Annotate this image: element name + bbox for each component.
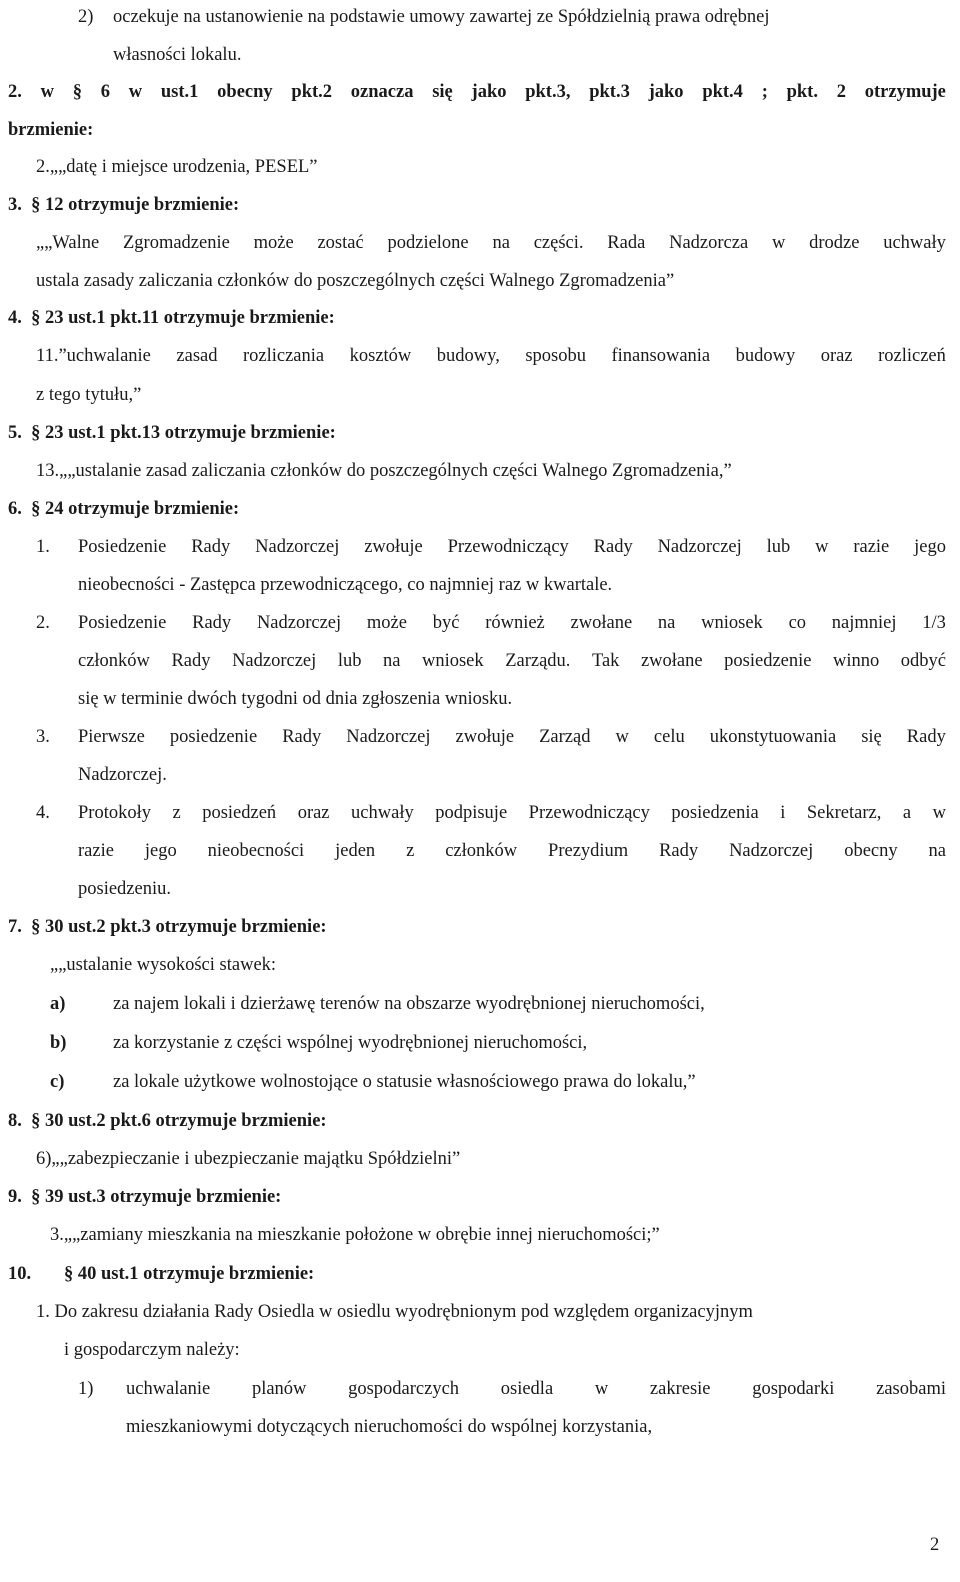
word: drodze <box>809 233 860 253</box>
word: oraz <box>820 346 853 366</box>
word: Rady <box>593 537 633 557</box>
page-number: 2 <box>930 1535 940 1555</box>
word: ukonstytuowania <box>709 727 837 747</box>
word: w <box>594 1379 609 1399</box>
section-heading: 8. § 30 ust.2 pkt.6 otrzymuje brzmienie: <box>8 1111 327 1131</box>
amended-text: ustala zasady zaliczania członków do poszczególnych części Walnego Zgromadzenia” <box>36 271 675 291</box>
word: sposobu <box>525 346 586 366</box>
word: jego <box>144 841 177 861</box>
word: osiedla <box>500 1379 554 1399</box>
word: się <box>861 727 882 747</box>
word: z <box>406 841 415 861</box>
paragraph-line <box>78 842 946 861</box>
list-number: 2. <box>36 613 50 633</box>
word: podpisuje <box>435 803 508 823</box>
word: lub <box>337 651 362 671</box>
word: Nadzorczej <box>729 841 814 861</box>
word: posiedzenie <box>724 651 812 671</box>
word: Przewodniczący <box>528 803 650 823</box>
word: wniosek <box>701 613 763 633</box>
list-item-text: za korzystanie z części wspólnej wyodrębnionej nieruchomości, <box>113 1033 588 1053</box>
paragraph-line <box>78 728 946 747</box>
word: posiedzeń <box>202 803 277 823</box>
word: Nadzorczej <box>256 613 342 633</box>
word: budowy, <box>436 346 500 366</box>
word: co <box>788 613 807 633</box>
list-number: 3. <box>36 727 50 747</box>
word: budowy <box>735 346 796 366</box>
paragraph-line: się w terminie dwóch tygodni od dnia zgłoszenia wniosku. <box>78 689 513 709</box>
word: jako <box>471 82 507 102</box>
word: może <box>366 613 407 633</box>
word: nieobecności <box>207 841 305 861</box>
section-heading-cont: brzmienie: <box>8 120 94 140</box>
word: planów <box>251 1379 307 1399</box>
word: 1/3 <box>922 613 946 633</box>
word: ; <box>761 82 768 102</box>
amended-text <box>36 347 946 366</box>
word: gospodarczych <box>348 1379 460 1399</box>
paragraph-line: oczekuje na ustanowienie na podstawie umowy zawartej ze Spółdzielnią prawa odrębnej <box>113 7 770 27</box>
list-number: 1) <box>78 1379 94 1399</box>
section-heading <box>8 83 946 102</box>
list-letter: b) <box>50 1033 67 1053</box>
list-number: 2) <box>78 7 94 27</box>
word: gospodarki <box>752 1379 835 1399</box>
section-number: 10. <box>8 1264 32 1284</box>
word: 6 <box>100 82 110 102</box>
paragraph-line: nieobecności - Zastępca przewodniczącego, co najmniej raz w kwartale. <box>78 575 613 595</box>
paragraph-line <box>126 1380 946 1399</box>
word: wniosek <box>421 651 484 671</box>
list-item-text: za lokale użytkowe wolnostojące o statusie własnościowego prawa do lokalu,” <box>113 1072 696 1092</box>
word: 2 <box>836 82 846 102</box>
word: jego <box>914 537 946 557</box>
section-heading: 6. § 24 otrzymuje brzmienie: <box>8 499 240 519</box>
word: „„Walne <box>36 233 100 253</box>
word: 2. <box>8 82 22 102</box>
word: oraz <box>297 803 330 823</box>
paragraph-line: i gospodarczym należy: <box>64 1340 240 1360</box>
word: i <box>780 803 786 823</box>
section-heading: 9. § 39 ust.3 otrzymuje brzmienie: <box>8 1187 282 1207</box>
word: Nadzorczej <box>346 727 431 747</box>
list-letter: c) <box>50 1072 65 1092</box>
amended-text: 3.„„zamiany mieszkania na mieszkanie położone w obrębie innej nieruchomości;” <box>50 1225 660 1245</box>
word: jeden <box>335 841 376 861</box>
word: zasobami <box>876 1379 946 1399</box>
word: uchwały <box>883 233 946 253</box>
paragraph-line <box>78 538 946 557</box>
paragraph-line: Nadzorczej. <box>78 765 167 785</box>
word: w <box>771 233 786 253</box>
word: się <box>432 82 453 102</box>
word: uchwały <box>351 803 414 823</box>
word: razie <box>853 537 890 557</box>
word: z <box>172 803 181 823</box>
word: członków <box>78 651 150 671</box>
word: celu <box>653 727 685 747</box>
word: Rady <box>171 651 211 671</box>
word: Rady <box>659 841 699 861</box>
word: Nadzorczej <box>232 651 317 671</box>
word: Rady <box>282 727 322 747</box>
section-heading: 5. § 23 ust.1 pkt.13 otrzymuje brzmienie: <box>8 423 336 443</box>
paragraph-line: mieszkaniowymi dotyczących nieruchomości do wspólnej korzystania, <box>126 1417 653 1437</box>
word: Rady <box>906 727 946 747</box>
word: jako <box>648 82 684 102</box>
word: Rada <box>607 233 646 253</box>
section-heading: 4. § 23 ust.1 pkt.11 otrzymuje brzmienie: <box>8 308 335 328</box>
word: finansowania <box>611 346 711 366</box>
word: Nadzorcza <box>669 233 749 253</box>
word: Nadzorczej <box>255 537 340 557</box>
word: razie <box>78 841 114 861</box>
word: na <box>928 841 946 861</box>
word: posiedzenie <box>169 727 258 747</box>
word: zwołuje <box>364 537 423 557</box>
word: lub <box>766 537 791 557</box>
word: również <box>485 613 545 633</box>
word: rozliczania <box>242 346 325 366</box>
section-heading: 3. § 12 otrzymuje brzmienie: <box>8 195 240 215</box>
word: a <box>902 803 912 823</box>
word: w <box>615 727 629 747</box>
word: Pierwsze <box>78 727 145 747</box>
word: Nadzorczej <box>657 537 742 557</box>
word: członków <box>445 841 518 861</box>
word: pkt.3 <box>589 82 630 102</box>
word: zwołane <box>640 651 703 671</box>
word: pkt.3, <box>525 82 571 102</box>
paragraph-line <box>78 804 946 823</box>
paragraph-line <box>78 614 946 633</box>
word: na <box>657 613 676 633</box>
word: w <box>815 537 829 557</box>
word: Rady <box>192 613 232 633</box>
word: w <box>40 82 54 102</box>
amended-text: z tego tytułu,” <box>36 385 142 405</box>
paragraph-line: 1. Do zakresu działania Rady Osiedla w osiedlu wyodrębnionym pod względem organizacyjnym <box>36 1302 753 1322</box>
word: obecny <box>844 841 898 861</box>
word: odbyć <box>900 651 946 671</box>
word: Zarządu. <box>505 651 571 671</box>
word: uchwalanie <box>126 1379 211 1399</box>
word: Posiedzenie <box>78 537 167 557</box>
word: kosztów <box>349 346 412 366</box>
list-item-text: za najem lokali i dzierżawę terenów na obszarze wyodrębnionej nieruchomości, <box>113 994 705 1014</box>
paragraph-line: posiedzeniu. <box>78 879 171 899</box>
word: rozliczeń <box>878 346 946 366</box>
section-heading: § 40 ust.1 otrzymuje brzmienie: <box>64 1264 315 1284</box>
word: najmniej <box>831 613 897 633</box>
amended-text: 13.„„ustalanie zasad zaliczania członków do poszczególnych części Walnego Zgromadzenia,” <box>36 461 732 481</box>
word: posiedzenia <box>671 803 759 823</box>
paragraph-line <box>78 652 946 671</box>
word: może <box>253 233 294 253</box>
word: Posiedzenie <box>78 613 167 633</box>
amended-text: „„ustalanie wysokości stawek: <box>50 955 277 975</box>
word: Zgromadzenie <box>123 233 230 253</box>
amended-text: 2.„„datę i miejsce urodzenia, PESEL” <box>36 157 318 177</box>
amended-text: 6)„„zabezpieczanie i ubezpieczanie majątku Spółdzielni” <box>36 1149 461 1169</box>
word: Protokoły <box>78 803 151 823</box>
section-heading: 7. § 30 ust.2 pkt.3 otrzymuje brzmienie: <box>8 917 327 937</box>
word: być <box>432 613 460 633</box>
word: podzielone <box>387 233 469 253</box>
word: Prezydium <box>548 841 629 861</box>
word: zasad <box>176 346 218 366</box>
word: obecny <box>217 82 273 102</box>
list-letter: a) <box>50 994 66 1014</box>
word: Przewodniczący <box>447 537 569 557</box>
word: w <box>932 803 946 823</box>
word: pkt.2 <box>291 82 333 102</box>
word: Sekretarz, <box>806 803 882 823</box>
word: Tak <box>591 651 620 671</box>
word: Rady <box>191 537 231 557</box>
word: części. <box>533 233 584 253</box>
amended-text <box>36 234 946 253</box>
word: pkt.4 <box>702 82 743 102</box>
word: otrzymuje <box>864 82 946 102</box>
word: zakresie <box>649 1379 711 1399</box>
paragraph-line: własności lokalu. <box>113 45 242 65</box>
word: zwołane <box>570 613 633 633</box>
word: oznacza <box>350 82 414 102</box>
word: zostać <box>317 233 364 253</box>
word: zwołuje <box>455 727 515 747</box>
word: § <box>72 82 82 102</box>
list-number: 1. <box>36 537 50 557</box>
word: w <box>128 82 143 102</box>
list-number: 4. <box>36 803 50 823</box>
word: 11.”uchwalanie <box>36 346 151 366</box>
word: winno <box>833 651 880 671</box>
word: na <box>492 233 510 253</box>
word: pkt. <box>786 82 818 102</box>
word: ust.1 <box>160 82 199 102</box>
word: Zarząd <box>539 727 591 747</box>
word: na <box>382 651 401 671</box>
